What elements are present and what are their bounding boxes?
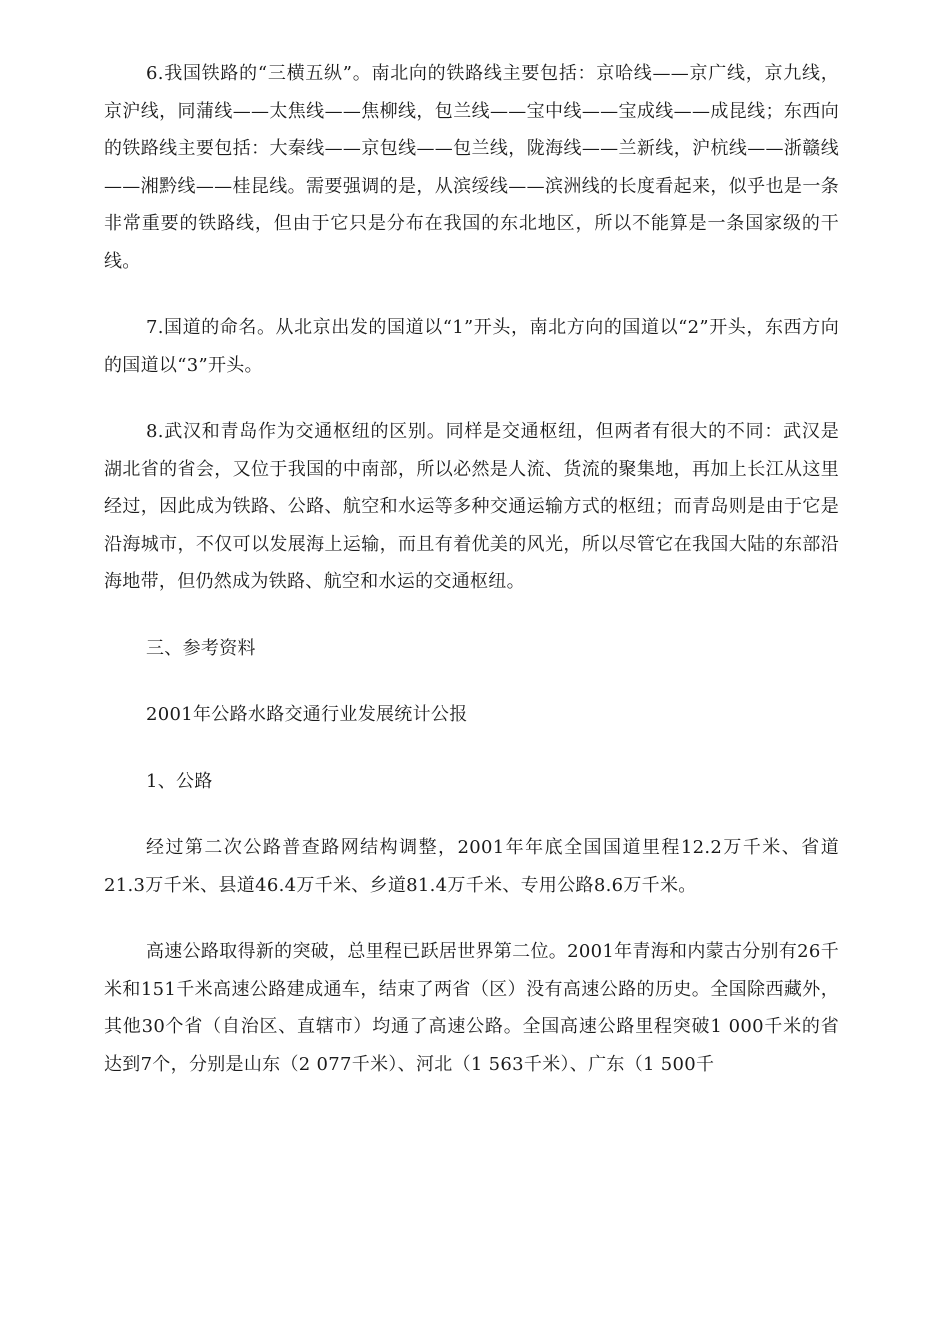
paragraph-wuhan-qingdao-hubs: 8.武汉和青岛作为交通枢纽的区别。同样是交通枢纽，但两者有很大的不同：武汉是湖北省的省会，又位于我国的中南部，所以必然是人流、货流的聚集地，再加上长江从这里经过，因此成为铁路、公路、航空和水运等多种交通运输方式的枢纽；而青岛则是由于它是沿海城市，不仅可以发展海上运输，而且有着优美的风光，所以尽管它在我国大陆的东部沿海地带，但仍然成为铁路、航空和水运的交通枢纽。 xyxy=(104,421,839,592)
paragraph-gap xyxy=(104,904,839,933)
paragraph-road-mileage: 经过第二次公路普查路网结构调整，2001年年底全国国道里程12.2万千米、省道21.3万千米、县道46.4万千米、乡道81.4万千米、专用公路8.6万千米。 xyxy=(104,837,839,896)
paragraph-national-road-naming: 7.国道的命名。从北京出发的国道以“1”开头，南北方向的国道以“2”开头，东西方向的国道以“3”开头。 xyxy=(104,317,839,376)
paragraph-gap xyxy=(104,280,839,309)
paragraph-gap xyxy=(104,601,839,630)
paragraph-gap xyxy=(104,667,839,696)
paragraph-gap xyxy=(104,384,839,413)
paragraph-expressway-breakthrough: 高速公路取得新的突破，总里程已跃居世界第二位。2001年青海和内蒙古分别有26千米和151千米高速公路建成通车，结束了两省（区）没有高速公路的历史。全国除西藏外，其他30个省（自治区、直辖市）均通了高速公路。全国高速公路里程突破1 000千米的省达到7个，分别是山东（2 077千米）、河北（1 563千米）、广东（1 500千 xyxy=(104,941,839,1075)
paragraph-gap xyxy=(104,800,839,829)
report-title: 2001年公路水路交通行业发展统计公报 xyxy=(146,704,468,725)
paragraph-gap xyxy=(104,734,839,763)
paragraph-railway-lines: 6.我国铁路的“三横五纵”。南北向的铁路线主要包括：京哈线——京广线，京九线，京沪线，同蒲线——太焦线——焦柳线，包兰线——宝中线——宝成线——成昆线；东西向的铁路线主要包括：大秦线——京包线——包兰线，陇海线——兰新线，沪杭线——浙赣线——湘黔线——桂昆线。需要强调的是，从滨绥线——滨洲线的长度看起来，似乎也是一条非常重要的铁路线，但由于它只是分布在我国的东北地区，所以不能算是一条国家级的干线。 xyxy=(104,63,839,272)
document-page xyxy=(104,55,839,1083)
section-heading-references: 三、参考资料 xyxy=(146,637,256,659)
subsection-heading-highway: 1、公路 xyxy=(146,770,213,792)
